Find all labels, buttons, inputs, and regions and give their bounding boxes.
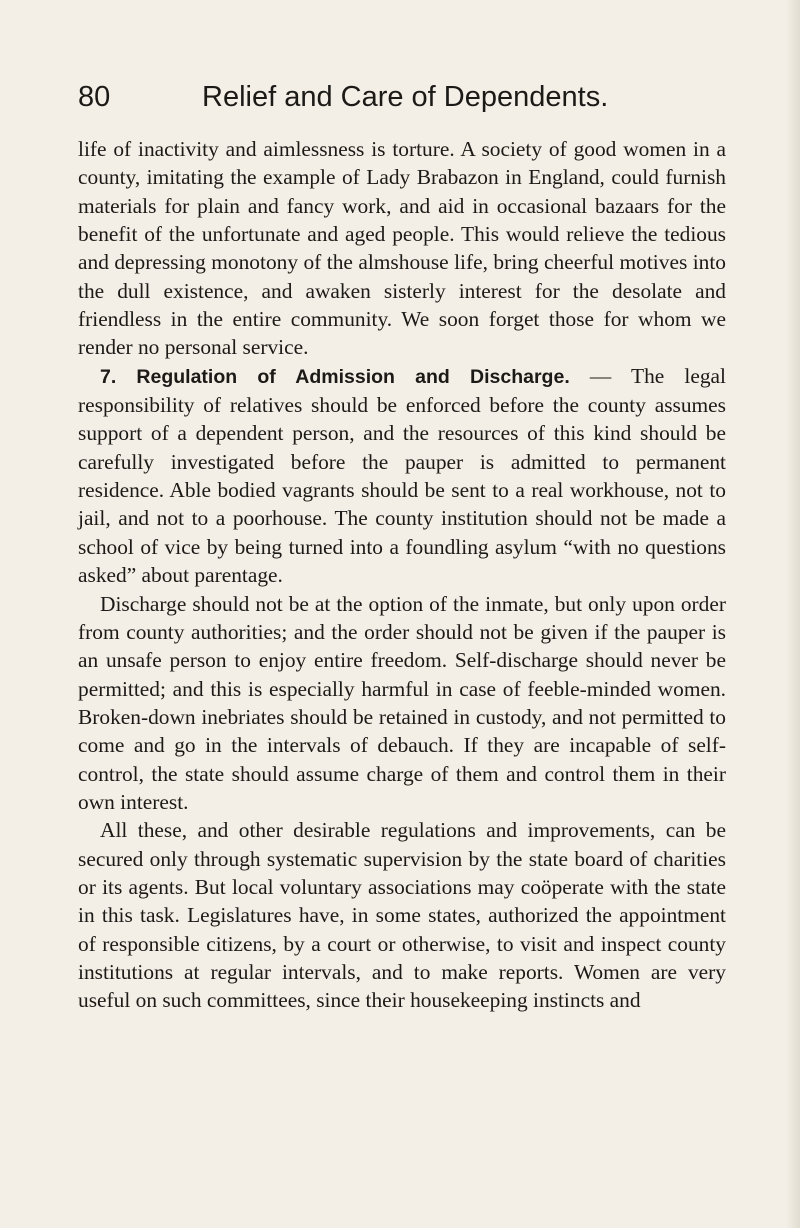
page-number: 80 [78, 81, 111, 113]
paragraph-text: — The legal responsibility of relatives should be enforced before the county assumes support of a dependent person, and the resources of this kind should be carefully investigated before the pauper is admitted to permanent residence. Able bodied vagrants should be sent to a real workhouse, not to jail, and not to a poorhouse. The county institution should not be made a school of vice by being turned into a foundling asylum “with no questions asked” about parentage. [78, 363, 726, 588]
body-text [78, 135, 726, 1015]
section-number: 7. [100, 365, 117, 388]
page-edge-shadow [786, 0, 800, 1228]
section-heading: Regulation of Admission and Discharge. [136, 365, 570, 388]
running-head [78, 72, 728, 122]
running-title: Relief and Care of Dependents. [202, 81, 609, 113]
paragraph-supervision [78, 816, 726, 1014]
paragraph-continuation [78, 135, 726, 362]
paragraph-text: All these, and other desirable regulations and improvements, can be secured only through systematic supervision by the state board of charities or its agents. But local voluntary associations may coöperate with the state in this task. Legislatures have, in some states, authorized the appointment of responsible citizens, by a court or otherwise, to visit and inspect county institutions at regular intervals, and to make reports. Women are very useful on such committees, since their housekeeping instincts and [78, 818, 726, 1013]
paragraph-text: Discharge should not be at the option of the inmate, but only upon order from county authorities; and the order should not be given if the pauper is an unsafe person to enjoy entire freedom. Self-discharge should never be permitted; and this is especially harmful in case of feeble-minded women. Broken-down inebriates should be retained in custody, and not permitted to come and go in the intervals of debauch. If they are incapable of self-control, the state should assume charge of them and control them in their own interest. [78, 591, 726, 814]
paragraph-discharge [78, 590, 726, 817]
paragraph-text: life of inactivity and aimlessness is torture. A society of good women in a county, imitating the example of Lady Brabazon in England, could furnish materials for plain and fancy work, and aid in occasional bazaars for the benefit of the unfortunate and aged people. This would relieve the tedious and depressing monotony of the almshouse life, bring cheerful motives into the dull existence, and awaken sisterly interest for the desolate and friendless in the entire community. We soon forget those for whom we render no personal service. [78, 137, 726, 360]
paragraph-regulation [78, 362, 726, 590]
